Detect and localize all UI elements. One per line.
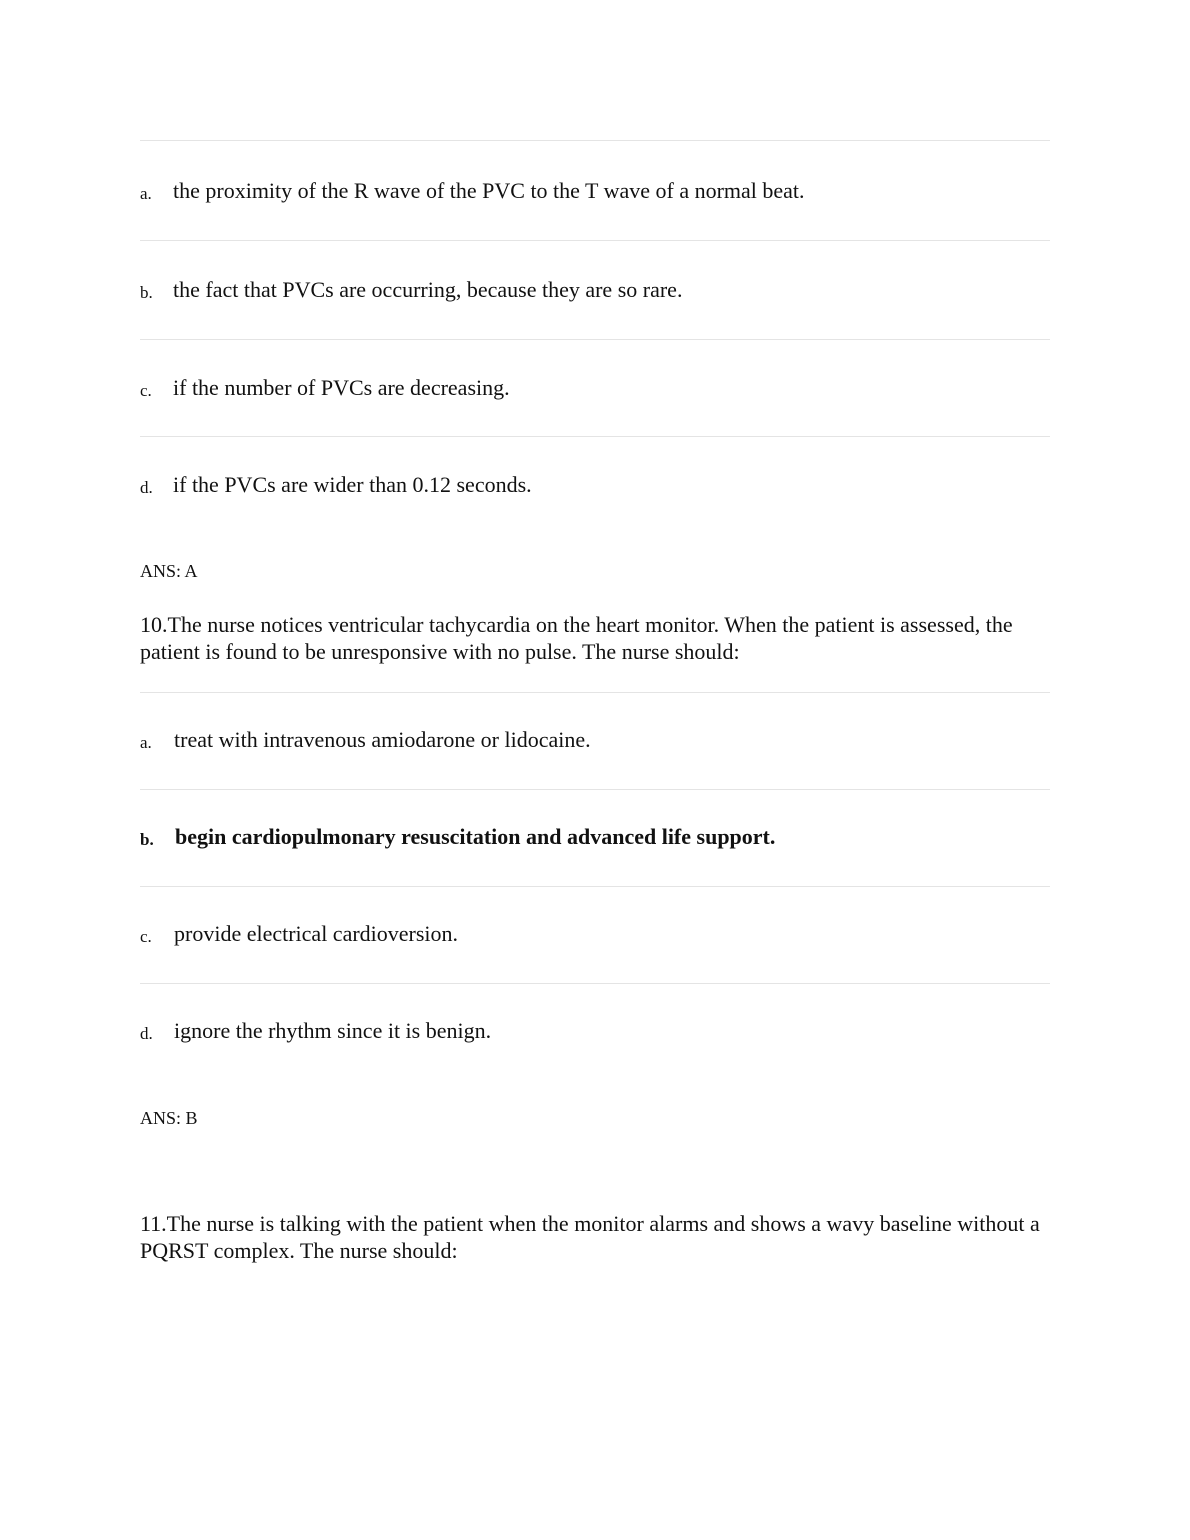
- option-letter: c.: [140, 381, 152, 400]
- divider: [140, 692, 1050, 693]
- option-text: ignore the rhythm since it is benign.: [174, 1018, 492, 1043]
- option-text: provide electrical cardioversion.: [174, 921, 459, 946]
- question-10-stem: 10.The nurse notices ventricular tachycardia on the heart monitor. When the patient is assessed, the patient is found to be unresponsive with no pulse. The nurse should:: [140, 612, 1013, 664]
- answer-9: ANS: A: [140, 561, 198, 581]
- option-letter: a.: [140, 184, 152, 203]
- option-text: if the PVCs are wider than 0.12 seconds.: [173, 472, 532, 497]
- option-letter: c.: [140, 927, 152, 946]
- divider: [140, 240, 1050, 241]
- option-letter: d.: [140, 1024, 153, 1043]
- option-text: begin cardiopulmonary resuscitation and advanced life support.: [175, 824, 776, 849]
- option-text: if the number of PVCs are decreasing.: [173, 375, 510, 400]
- option-text: the fact that PVCs are occurring, because they are so rare.: [173, 277, 683, 302]
- divider: [140, 886, 1050, 887]
- divider: [140, 789, 1050, 790]
- option-text: the proximity of the R wave of the PVC to the T wave of a normal beat.: [173, 178, 805, 203]
- option-letter: b.: [140, 830, 154, 849]
- question-11-stem: 11.The nurse is talking with the patient when the monitor alarms and shows a wavy baseline without a PQRST complex. The nurse should:: [140, 1211, 1040, 1263]
- option-letter: b.: [140, 283, 153, 302]
- divider: [140, 436, 1050, 437]
- divider: [140, 140, 1050, 141]
- divider: [140, 983, 1050, 984]
- divider: [140, 339, 1050, 340]
- option-text: treat with intravenous amiodarone or lidocaine.: [174, 727, 591, 752]
- answer-10: ANS: B: [140, 1108, 198, 1128]
- option-letter: a.: [140, 733, 152, 752]
- option-letter: d.: [140, 478, 153, 497]
